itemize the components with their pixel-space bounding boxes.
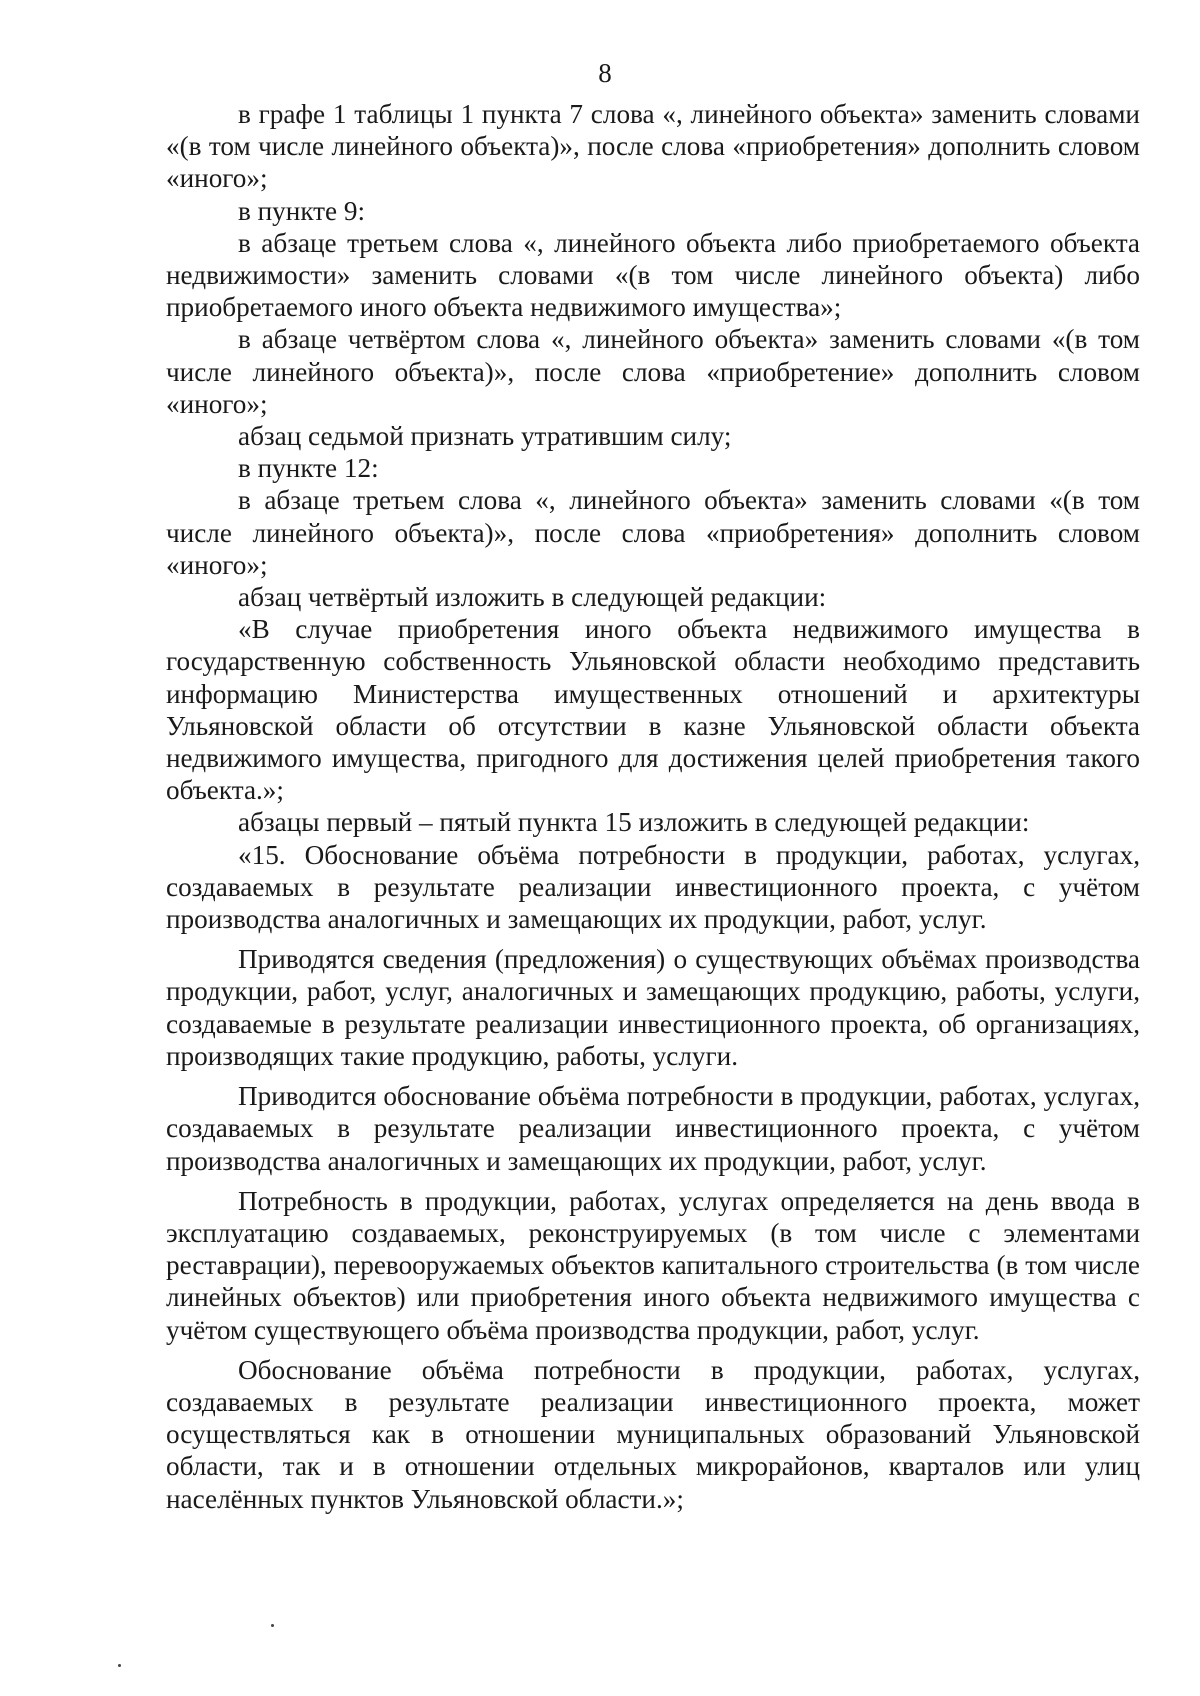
paragraph-point15-item: «15. Обоснование объёма потребности в продукции, работах, услугах, создаваемых в результате реализации инвестиционного проекта, с учётом производства аналогичных и замещающих их продукции, работ, услуг. [166,839,1140,935]
paragraph-point12-abzac3: в абзаце третьем слова «, линейного объекта» заменить словами «(в том числе линейного объекта)», после слова «приобретения» дополнить словом «иного»; [166,485,1140,580]
document-body [166,98,1140,1515]
paragraph-point15-info: Приводятся сведения (предложения) о существующих объёмах производства продукции, работ, услуг, аналогичных и замещающих продукцию, работы, услуги, создаваемые в результате реализации инвестиционного проекта, об организациях, производящих такие продукцию, работы, услуги. [166,944,1140,1071]
scan-speck [118,1664,121,1667]
paragraph-point15-justification: Приводится обоснование объёма потребности в продукции, работах, услугах, создаваемых в результате реализации инвестиционного проекта, с учётом производства аналогичных и замещающих их продукции, работ, услуг. [166,1081,1140,1176]
paragraph-point9-header: в пункте 9: [238,195,366,226]
paragraph-point9-abzac3: в абзаце третьем слова «, линейного объекта либо приобретаемого объекта недвижимости» заменить словами «(в том числе линейного объекта) либо приобретаемого иного объекта недвижимого имущества»; [166,227,1140,323]
page-number: 8 [598,58,612,88]
paragraph-point12-header: в пункте 12: [238,453,379,484]
paragraph-point9-abzac7: абзац седьмой признать утратившим силу; [238,421,732,452]
paragraph-point15-demand: Потребность в продукции, работах, услугах определяется на день ввода в эксплуатацию создаваемых, реконструируемых (в том числе с элементами реставрации), перевооружаемых объектов капитального строительства (в том числе линейных объектов) или приобретения иного объекта недвижимого имущества с учётом существующего объёма производства продукции, работ, услуг. [166,1185,1140,1345]
paragraph-point12-abzac4-intro: абзац четвёртый изложить в следующей редакции: [238,582,827,613]
paragraph-point15-scope: Обоснование объёма потребности в продукции, работах, услугах, создаваемых в результате реализации инвестиционного проекта, может осуществляться как в отношении муниципальных образований Ульяновской области, так и в отношении отдельных микрорайонов, кварталов или улиц населённых пунктов Ульяновской области.»; [166,1354,1140,1514]
paragraph-graph1-table1: в графе 1 таблицы 1 пункта 7 слова «, линейного объекта» заменить словами «(в том числе линейного объекта)», после слова «приобретения» дополнить словом «иного»; [166,99,1140,194]
paragraph-point12-abzac4-text: «В случае приобретения иного объекта недвижимого имущества в государственную собственность Ульяновской области необходимо представить информацию Министерства имущественных отношений и архитектуры Ульяновской области об отсутствии в казне Ульяновской области объекта недвижимого имущества, пригодного для достижения целей приобретения такого объекта.»; [166,614,1140,806]
paragraph-point15-intro: абзацы первый – пятый пункта 15 изложить в следующей редакции: [238,807,1030,838]
scan-speck [271,1624,274,1627]
paragraph-point9-abzac4: в абзаце четвёртом слова «, линейного объекта» заменить словами «(в том числе линейного объекта)», после слова «приобретение» дополнить словом «иного»; [166,324,1140,419]
